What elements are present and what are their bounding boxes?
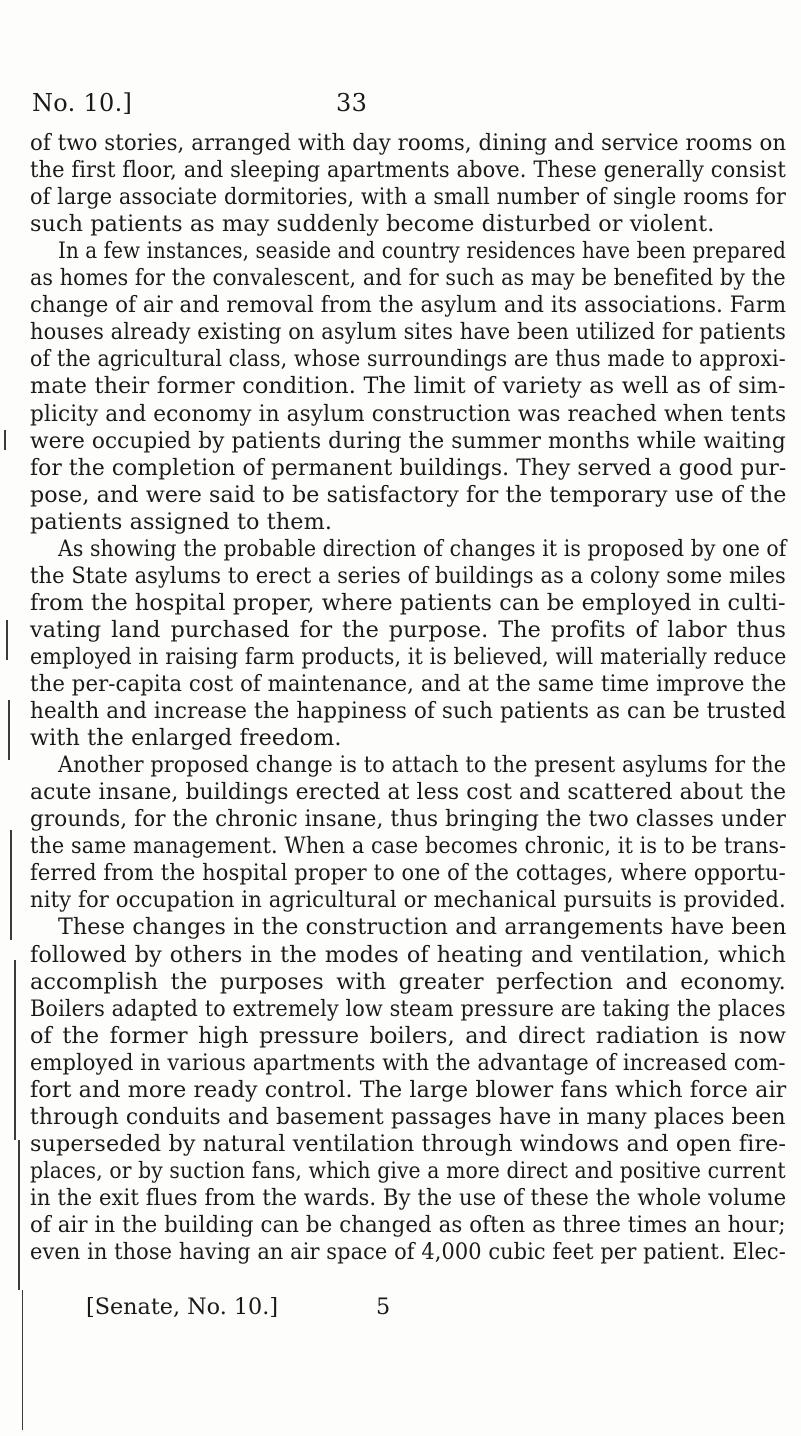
signature-line <box>86 1294 278 1321</box>
text-line: followed by others in the modes of heating and ventilation, which <box>30 941 786 968</box>
text-line: Another proposed change is to attach to the present asylums for the <box>58 752 787 779</box>
text-line: the first floor, and sleeping apartments above. These generally consist <box>30 157 786 184</box>
text-line: of the agricultural class, whose surroundings are thus made to approxi- <box>30 346 786 373</box>
text-line: superseded by natural ventilation through windows and open fire- <box>30 1130 787 1157</box>
text-line: patients assigned to them. <box>30 508 333 535</box>
text-line: were occupied by patients during the summer months while waiting <box>30 427 786 454</box>
signature-mark <box>376 1294 390 1321</box>
text-line: In a few instances, seaside and country residences have been prepared <box>58 238 786 265</box>
text-line: Boilers adapted to extremely low steam pressure are taking the places <box>30 995 786 1022</box>
text-line: through conduits and basement passages have in many places been <box>30 1103 786 1130</box>
binding-edge-mark <box>14 960 16 1140</box>
text-line: places, or by suction fans, which give a more direct and positive current <box>30 1157 786 1184</box>
binding-edge-mark <box>4 430 6 450</box>
signature-mark-text: 5 <box>376 1294 391 1320</box>
text-line: accomplish the purposes with greater perfection and economy. <box>30 968 786 995</box>
text-line: the per-capita cost of maintenance, and at the same time improve the <box>30 671 787 697</box>
text-line: change of air and removal from the asylum and its associations. Farm <box>30 292 787 319</box>
text-line: even in those having an air space of 4,000 cubic feet per patient. Elec- <box>30 1239 786 1266</box>
binding-edge-mark <box>10 830 12 940</box>
text-line: in the exit flues from the wards. By the use of these the whole volume <box>30 1184 787 1211</box>
text-line: of two stories, arranged with day rooms, dining and service rooms on <box>30 130 787 156</box>
text-line: the State asylums to erect a series of buildings as a colony some miles <box>30 562 786 589</box>
text-line: employed in various apartments with the advantage of increased com- <box>30 1049 786 1076</box>
page-number: 33 <box>336 89 368 117</box>
text-line: acute insane, buildings erected at less cost and scattered about the <box>30 779 787 806</box>
binding-edge-mark <box>18 1140 20 1290</box>
text-line: fort and more ready control. The large blower fans which force air <box>30 1076 787 1103</box>
signature-label: [Senate, No. 10.] <box>86 1294 279 1320</box>
text-line: for the completion of permanent buildings. They served a good pur- <box>30 454 787 481</box>
text-line: mate their former condition. The limit of variety as well as of sim- <box>30 373 786 400</box>
text-line: of large associate dormitories, with a small number of single rooms for <box>30 184 787 211</box>
text-line: from the hospital proper, where patients can be employed in culti- <box>30 589 786 616</box>
text-line: plicity and economy in asylum construction was reached when tents <box>30 400 787 427</box>
text-line: with the enlarged freedom. <box>30 725 342 752</box>
text-line: of the former high pressure boilers, and direct radiation is now <box>30 1022 787 1049</box>
text-line: nity for occupation in agricultural or mechanical pursuits is provided. <box>30 887 786 914</box>
text-line: vating land purchased for the purpose. The profits of labor thus <box>30 616 787 643</box>
binding-edge-mark <box>22 1290 23 1430</box>
text-line: These changes in the construction and arrangements have been <box>58 914 787 941</box>
text-line: ferred from the hospital proper to one of the cottages, where opportu- <box>30 860 786 887</box>
text-line: the same management. When a case becomes chronic, it is to be trans- <box>30 833 787 860</box>
text-line: as homes for the convalescent, and for such as may be benefited by the <box>30 265 786 292</box>
text-line: grounds, for the chronic insane, thus bringing the two classes under <box>30 806 787 833</box>
text-line: health and increase the happiness of such patients as can be trusted <box>30 698 787 725</box>
binding-edge-mark <box>6 620 8 660</box>
text-line: As showing the probable direction of changes it is proposed by one of <box>58 535 787 562</box>
text-line: pose, and were said to be satisfactory for the temporary use of the <box>30 481 787 508</box>
text-line: of air in the building can be changed as often as three times an hour; <box>30 1212 786 1238</box>
text-line: houses already existing on asylum sites have been utilized for patients <box>30 319 786 346</box>
text-line: employed in raising farm products, it is believed, will materially reduce <box>30 643 787 670</box>
text-line: such patients as may suddenly become disturbed or violent. <box>30 211 715 238</box>
issue-label: No. 10.] <box>32 89 133 117</box>
binding-edge-mark <box>8 700 10 760</box>
